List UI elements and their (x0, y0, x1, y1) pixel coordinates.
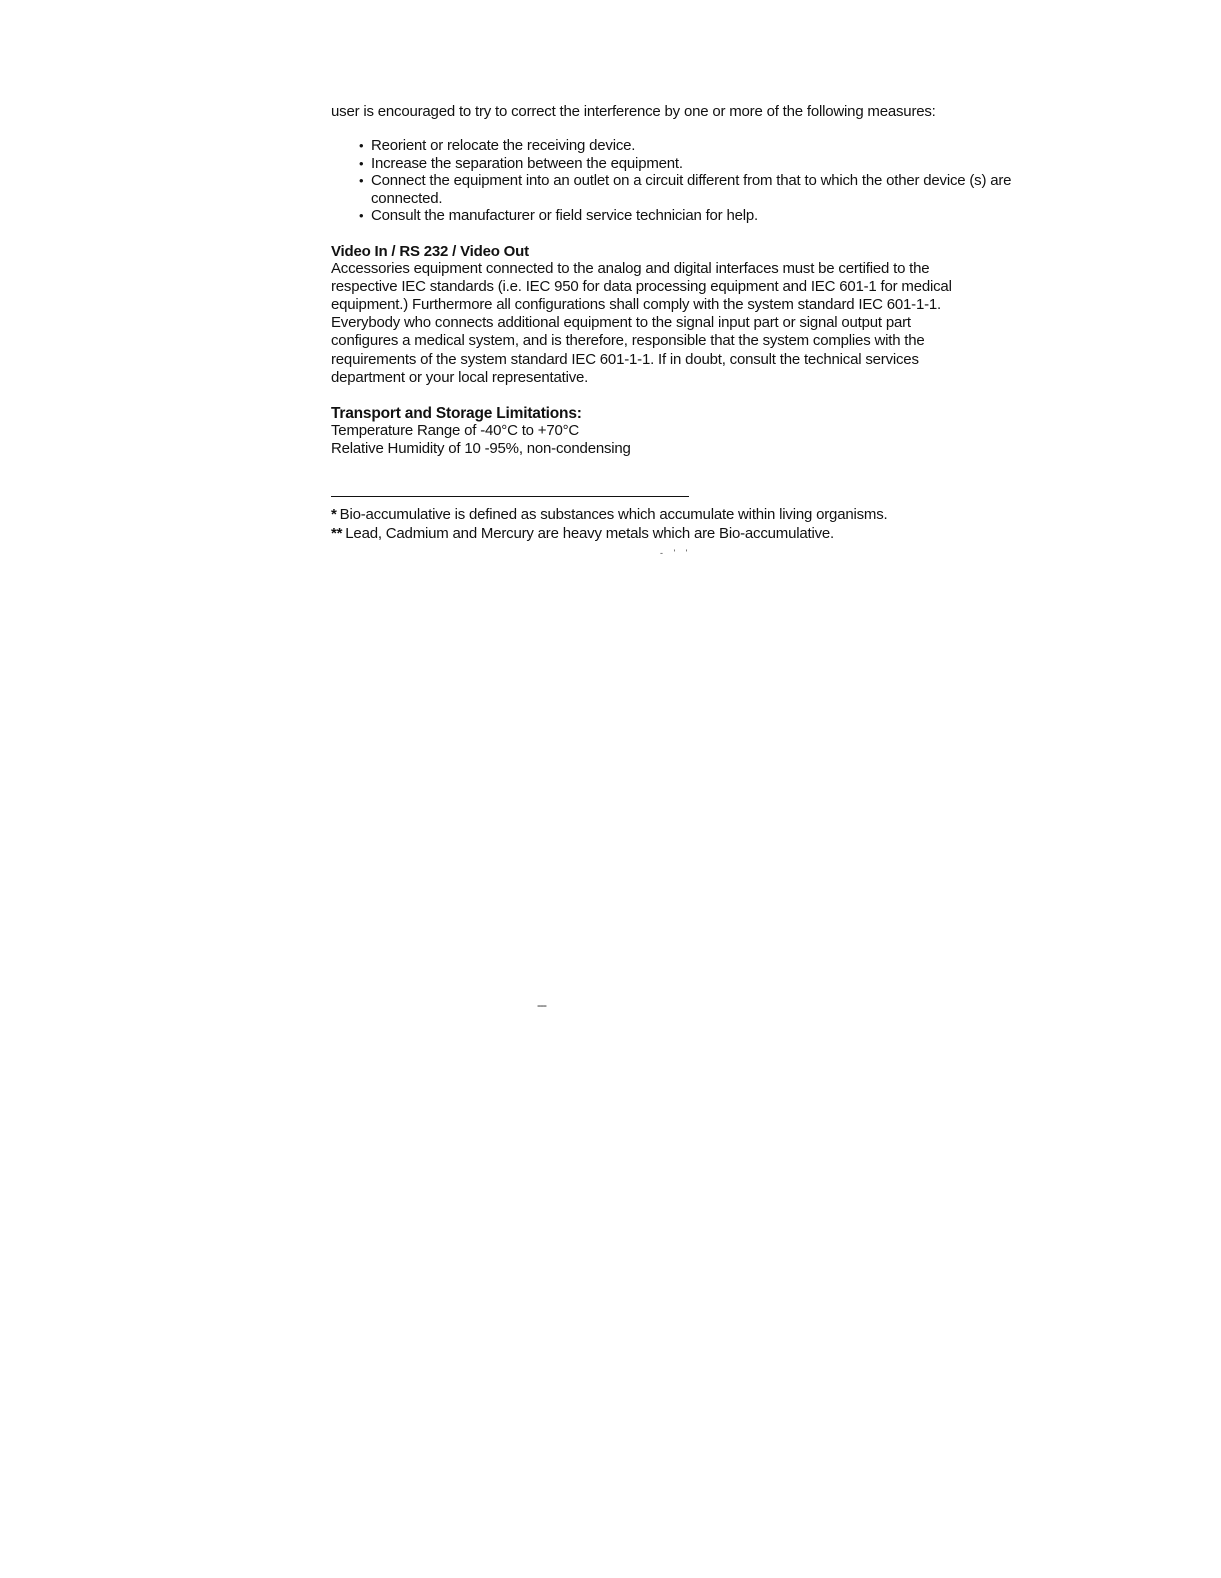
list-item-text: Reorient or relocate the receiving device. (371, 137, 636, 154)
bullet-icon: • (359, 208, 364, 223)
footnote-text: Lead, Cadmium and Mercury are heavy metals which are Bio-accumulative. (345, 525, 835, 542)
footnote-divider (331, 496, 689, 497)
footnote (331, 505, 1051, 524)
list-item-text: Connect the equipment into an outlet on a circuit different from that to which the other device (s) are connected. (371, 172, 1012, 207)
video-section-heading: Video In / RS 232 / Video Out (331, 242, 529, 260)
body-line: equipment.) Furthermore all configurations shall comply with the system standard IEC 601-1-1. (331, 295, 942, 313)
list-item (359, 207, 1046, 225)
humidity-range: Relative Humidity of 10 -95%, non-condensing (331, 440, 631, 458)
transport-section-body (331, 422, 1046, 458)
temperature-range: Temperature Range of -40°C to +70°C (331, 421, 580, 439)
body-line: department or your local representative. (331, 368, 589, 386)
body-line: requirements of the system standard IEC 601-1-1. If in doubt, consult the technical services (331, 350, 919, 368)
list-item-text: Consult the manufacturer or field service technician for help. (371, 207, 758, 224)
intro-text: user is encouraged to try to correct the interference by one or more of the following measures: (331, 103, 936, 120)
transport-section (331, 405, 1046, 458)
footnote (331, 524, 1051, 543)
list-item (359, 137, 1046, 155)
footnotes (331, 505, 1051, 543)
list-item-text: Increase the separation between the equipment. (371, 154, 683, 172)
footnote-mark: * (331, 506, 337, 523)
body-line: respective IEC standards (i.e. IEC 950 for data processing equipment and IEC 601-1 for medical (331, 277, 952, 295)
video-section-body (331, 260, 1046, 387)
list-item (359, 154, 1046, 173)
stray-dash-mark: --- (537, 998, 546, 1012)
footnote-mark: ** (331, 525, 343, 542)
measures-list (331, 137, 1046, 225)
bullet-icon: • (359, 138, 364, 153)
body-line: Everybody who connects additional equipment to the signal input part or signal output part (331, 314, 911, 332)
body-line: configures a medical system, and is therefore, responsible that the system complies with the (331, 332, 925, 350)
bullet-icon: • (359, 155, 364, 171)
body-line: Accessories equipment connected to the analog and digital interfaces must be certified to the (331, 259, 930, 277)
transport-section-heading: Transport and Storage Limitations: (331, 404, 582, 422)
list-item (359, 172, 1046, 207)
video-section (331, 243, 1046, 387)
footnote-text: Bio-accumulative is defined as substances which accumulate within living organisms. (339, 506, 888, 523)
bullet-icon: • (359, 173, 364, 188)
page-body (331, 103, 1046, 458)
scan-specks: - ' ' (660, 548, 692, 558)
